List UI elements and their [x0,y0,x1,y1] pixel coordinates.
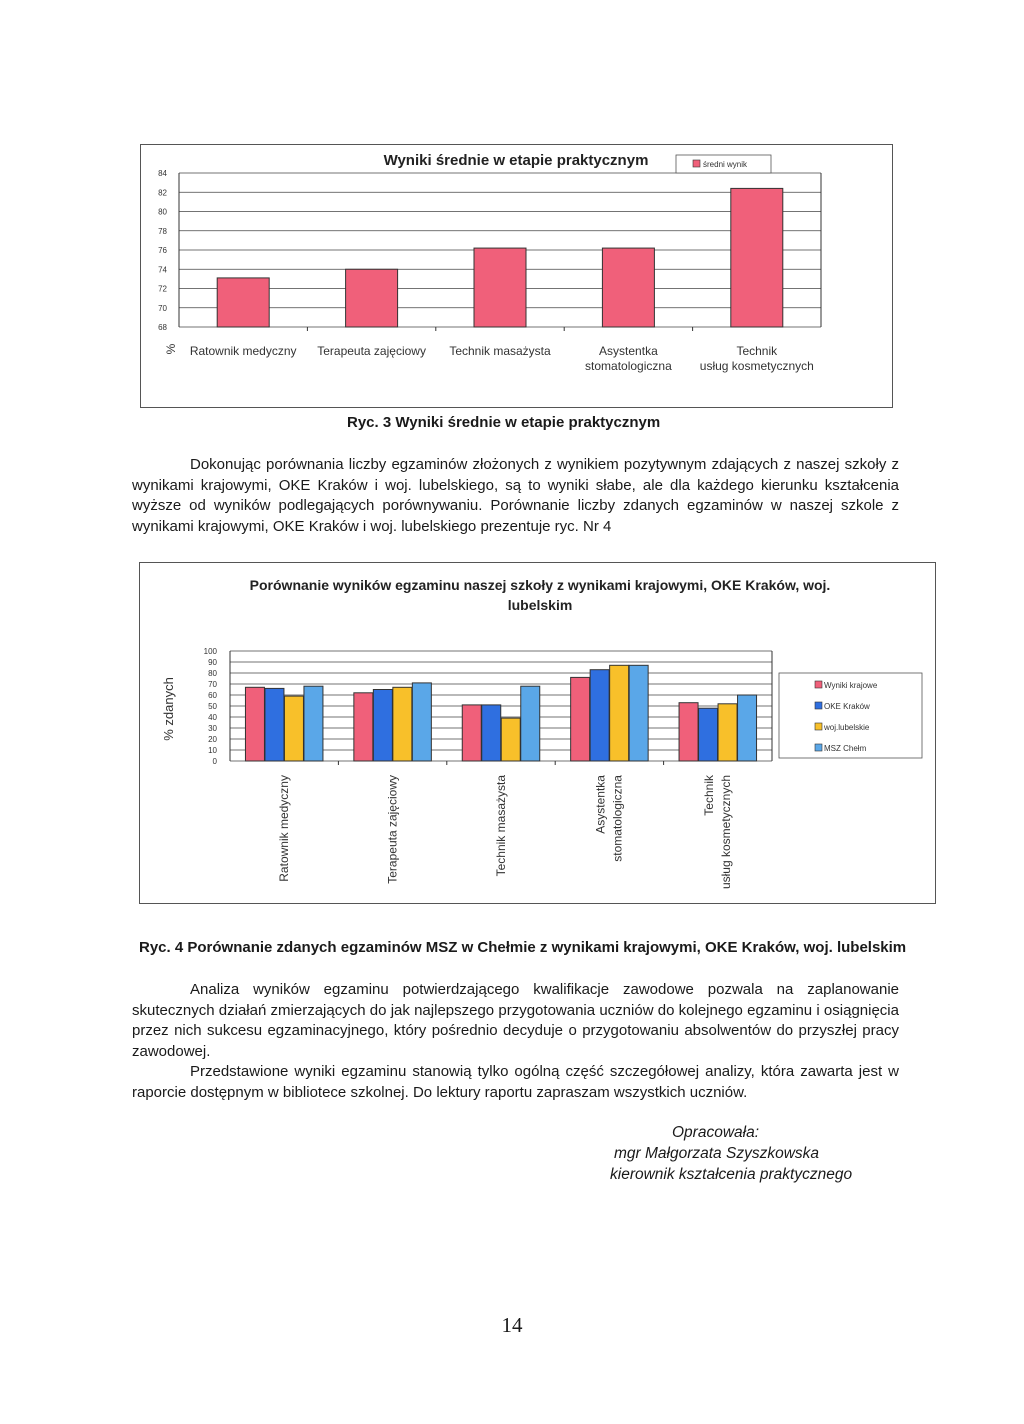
chart2-category-label: Technik [701,775,716,816]
chart2-bar [738,695,757,761]
chart2-bar [412,683,431,761]
chart2-ytick: 30 [208,724,217,733]
chart1-bar [346,269,398,327]
chart2-title-line2: lubelskim [507,597,573,613]
signature-label: Opracowała: [672,1124,760,1141]
paragraph-comparison: Dokonując porównania liczby egzaminów złożonych z wynikiem pozytywnym zdających z naszej szkoły z wynikami krajowymi, OKE Kraków i woj. lubelskiego, są to wyniki słabe, ale dla każdego kierunku kształcenia wyższe od wyników podlegających porównywaniu. Porównanie liczby zdanych egzaminów w naszej szkole z wynikami krajowymi, OKE Kraków i woj. lubelskiego prezentuje ryc. Nr 4 [132,456,899,535]
chart2-bar [718,704,737,761]
chart2-ytick: 50 [208,702,217,711]
chart1-category-label: Ratownik medyczny [189,344,297,358]
chart2-ylabel: % zdanych [161,677,176,741]
chart1-ytick: 76 [158,246,167,255]
chart2-legend-swatch [815,744,822,751]
chart1-bar [731,188,783,327]
chart2-bar [629,665,648,761]
chart2-ytick: 20 [208,735,217,744]
chart1-ytick: 80 [158,207,167,217]
chart1-ylabel: % [164,343,178,355]
chart2-bar [265,688,284,761]
chart2-ytick: 40 [208,713,217,722]
chart1-ytick: 84 [158,169,167,178]
chart1-ytick: 70 [158,303,167,313]
paragraph-summary: Przedstawione wyniki egzaminu stanowią tylko ogólną część szczegółowej analizy, która zawarta jest w raporcie dostępnym w bibliotece szkolnej. Do lektury raportu zapraszam wszystkich uczniów. [132,1063,899,1101]
chart1-category-label: Asystentka [599,344,658,358]
chart1-category-label: Technik masażysta [449,344,551,358]
chart1-category-label: Technik [736,344,778,358]
chart2-ytick: 0 [212,757,217,766]
chart1-ytick: 72 [158,284,167,294]
chart2-svg [140,563,935,903]
chart1-title: Wyniki średnie w etapie praktycznym [383,152,649,169]
chart1-category-label: usług kosmetycznych [699,359,814,373]
chart2-legend-swatch [815,723,822,730]
chart2-ytick: 100 [203,647,217,656]
chart2-legend-label: Wyniki krajowe [824,681,878,690]
chart2-bar [571,677,590,761]
chart1-legend-label: średni wynik [703,160,748,169]
chart2-legend-label: MSZ Chełm [824,744,867,753]
chart1-svg [141,145,892,407]
chart-average-results [140,144,893,408]
chart2-category-label: Technik masażysta [494,775,508,877]
chart2-bar [610,665,629,761]
chart2-bar [462,705,481,761]
chart1-bar [602,248,654,327]
chart2-bar [245,687,264,761]
chart2-category-label: stomatologiczna [610,775,625,862]
chart1-ytick: 74 [158,265,167,275]
chart1-ytick: 68 [158,323,167,332]
chart2-bar [501,718,520,761]
chart2-ytick: 80 [208,669,217,678]
chart2-bar [482,705,501,761]
chart2-bar [699,708,718,761]
chart2-legend-label: OKE Kraków [824,702,870,711]
chart2-ytick: 70 [208,680,217,689]
chart1-ytick: 82 [158,188,167,198]
chart2-bar [284,696,303,761]
chart2-bar [373,690,392,762]
chart2-bar [521,686,540,761]
chart1-bar [474,248,526,327]
signature-role: kierownik kształcenia praktycznego [610,1166,853,1183]
chart2-ytick: 60 [208,691,217,700]
chart1-category-label: Terapeuta zajęciowy [317,344,426,358]
chart1-category-label: stomatologiczna [585,359,672,373]
chart2-category-label: Terapeuta zajęciowy [385,775,400,884]
chart2-bar [304,686,323,761]
chart2-bar [393,687,412,761]
page-number: 14 [501,1313,523,1337]
chart2-category-label: Ratownik medyczny [277,775,292,882]
chart2-legend-swatch [815,702,822,709]
chart2-bar [679,703,698,761]
figure-caption-3: Ryc. 3 Wyniki średnie w etapie praktycznym [347,414,661,431]
chart2-category-label: Asystentka [593,775,608,834]
chart1-bar [217,278,269,327]
chart2-legend-label: woj.lubelskie [824,723,870,732]
chart2-ytick: 10 [208,746,217,755]
chart1-ytick: 78 [158,226,167,236]
chart2-legend-swatch [815,681,822,688]
chart2-ytick: 90 [208,658,217,667]
chart2-bar [354,693,373,761]
chart2-category-label: usług kosmetycznych [718,775,733,890]
paragraph-analysis: Analiza wyników egzaminu potwierdzającego kwalifikacje zawodowe pozwala na zaplanowanie skutecznych działań zmierzających do jak najlepszego przygotowania uczniów do kolejnego egzaminu i osiągnięcia przez nich sukcesu egzaminacyjnego, który pośrednio decyduje o przygotowaniu absolwentów do przyszłej pracy zawodowej. [132,981,899,1060]
chart2-title-line1: Porównanie wyników egzaminu naszej szkoły z wynikami krajowymi, OKE Kraków, woj. [249,577,831,593]
signature-name: mgr Małgorzata Szyszkowska [614,1145,820,1162]
figure-caption-4: Ryc. 4 Porównanie zdanych egzaminów MSZ w Chełmie z wynikami krajowymi, OKE Kraków, woj. lubelskim [139,939,907,956]
chart2-bar [590,670,609,761]
chart-comparison [139,562,936,904]
chart1-legend-swatch [693,160,700,167]
